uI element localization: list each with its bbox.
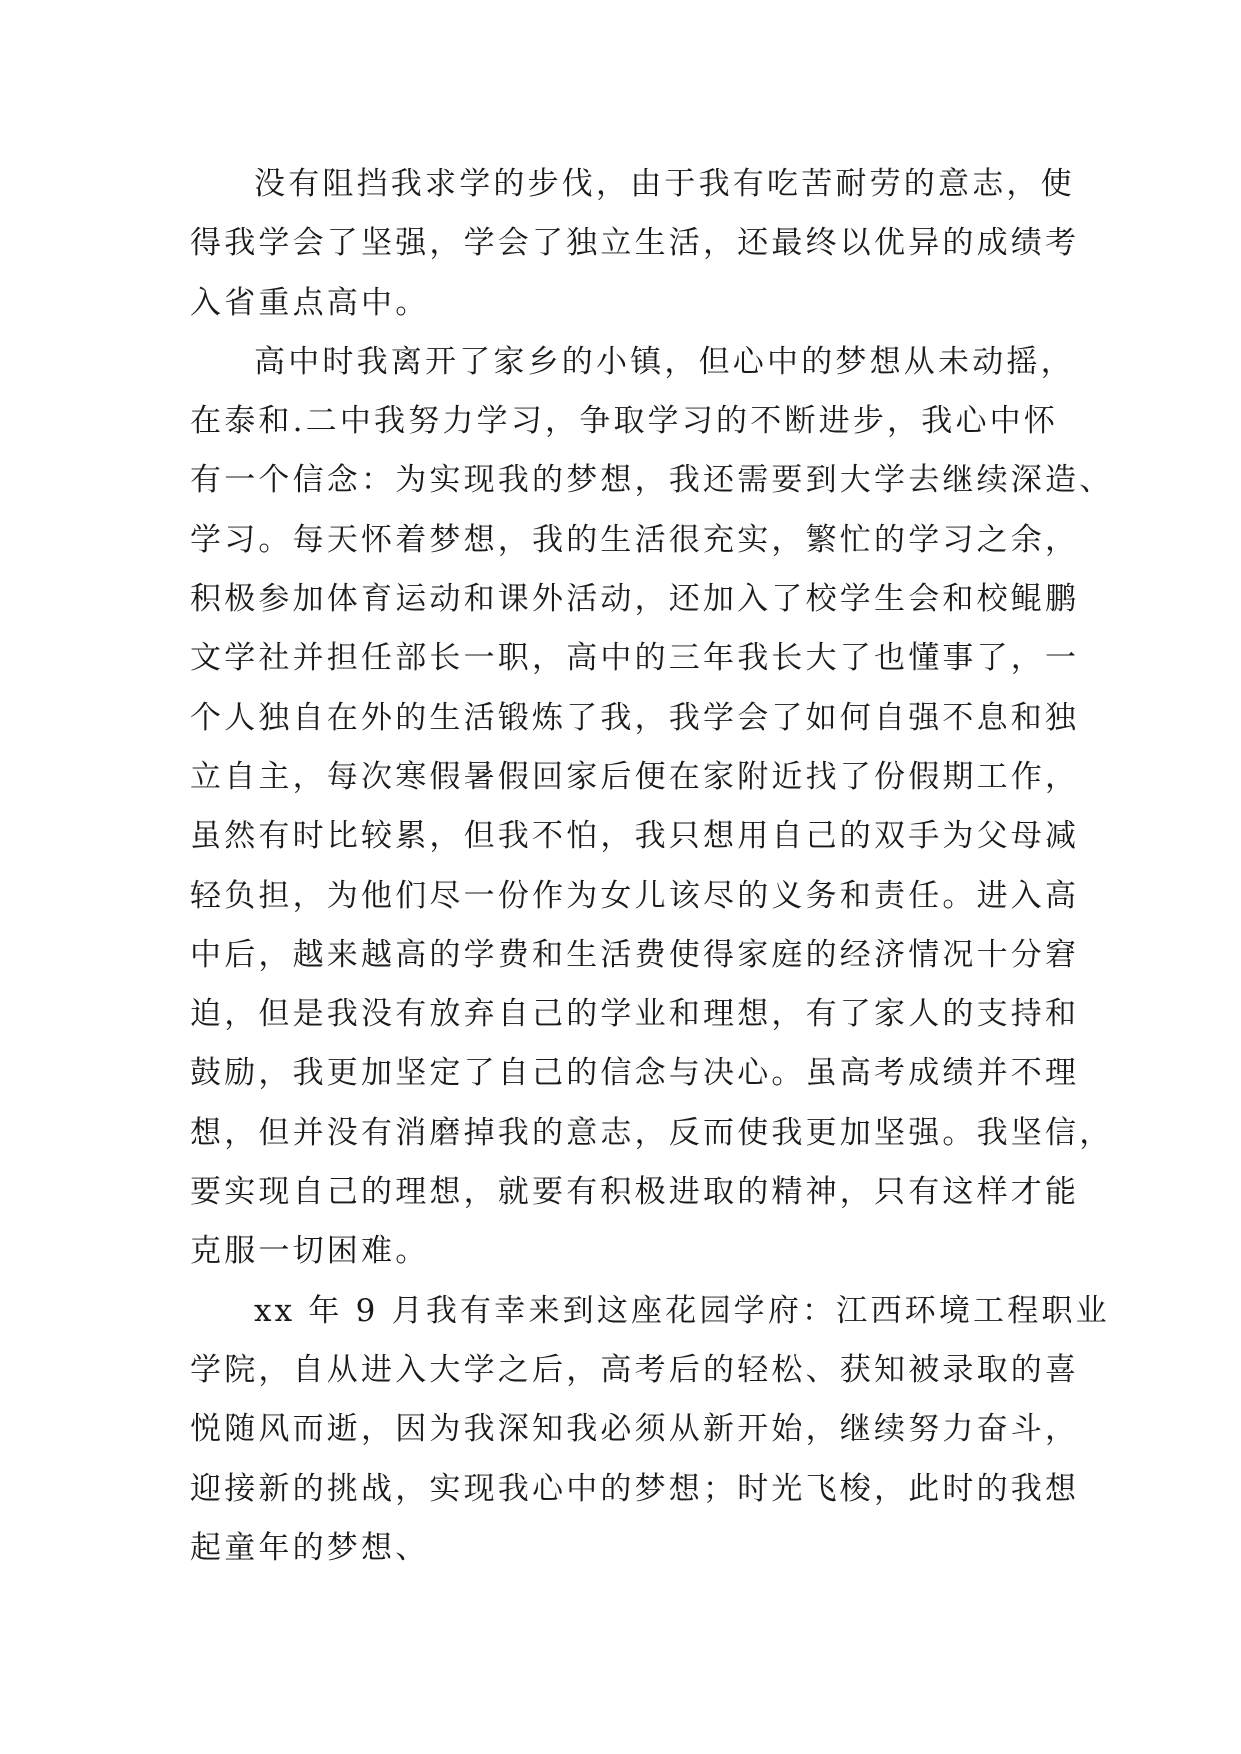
text-line: 轻负担，为他们尽一份作为女儿该尽的义务和责任。进入高 [190, 877, 1080, 914]
text-line: 在泰和.二中我努力学习，争取学习的不断进步，我心中怀 [190, 403, 1059, 440]
text-line: 学习。每天怀着梦想，我的生活很充实，繁忙的学习之余， [190, 521, 1080, 558]
text-line: xx 年 9 月我有幸来到这座花园学府：江西环境工程职业 [254, 1292, 1110, 1329]
text-line: 积极参加体育运动和课外活动，还加入了校学生会和校鲲鹏 [190, 581, 1080, 618]
paragraph-1 [190, 155, 1080, 333]
paragraph-2 [190, 333, 1114, 1282]
text-line: 没有阻挡我求学的步伐，由于我有吃苦耐劳的意志，使 [254, 166, 1075, 202]
paragraph-3 [190, 1282, 1110, 1578]
text-line: 起童年的梦想、 [190, 1529, 430, 1566]
text-line: 要实现自己的理想，就要有积极进取的精神，只有这样才能 [190, 1174, 1080, 1211]
text-line: 有一个信念：为实现我的梦想，我还需要到大学去继续深造、 [190, 462, 1114, 499]
text-line: 立自主，每次寒假暑假回家后便在家附近找了份假期工作， [190, 758, 1080, 795]
body-text [190, 155, 1114, 1578]
text-line: 迫，但是我没有放弃自己的学业和理想，有了家人的支持和 [190, 996, 1080, 1033]
text-line: 得我学会了坚强，学会了独立生活，还最终以优异的成绩考 [190, 225, 1080, 262]
text-line: 入省重点高中。 [190, 284, 430, 321]
text-line: 克服一切困难。 [190, 1233, 430, 1270]
text-line: 想，但并没有消磨掉我的意志，反而使我更加坚强。我坚信， [190, 1114, 1114, 1151]
text-line: 鼓励，我更加坚定了自己的信念与决心。虽高考成绩并不理 [190, 1055, 1080, 1092]
text-line: 文学社并担任部长一职，高中的三年我长大了也懂事了，一 [190, 640, 1080, 677]
text-line: 个人独自在外的生活锻炼了我，我学会了如何自强不息和独 [190, 699, 1080, 736]
text-line: 学院，自从进入大学之后，高考后的轻松、获知被录取的喜 [190, 1351, 1080, 1388]
text-line: 虽然有时比较累，但我不怕，我只想用自己的双手为父母减 [190, 818, 1080, 855]
text-line: 中后，越来越高的学费和生活费使得家庭的经济情况十分窘 [190, 936, 1080, 973]
text-line: 悦随风而逝，因为我深知我必须从新开始，继续努力奋斗， [190, 1411, 1080, 1448]
text-line: 迎接新的挑战，实现我心中的梦想；时光飞梭，此时的我想 [190, 1470, 1080, 1507]
text-line: 高中时我离开了家乡的小镇，但心中的梦想从未动摇， [254, 343, 1075, 380]
